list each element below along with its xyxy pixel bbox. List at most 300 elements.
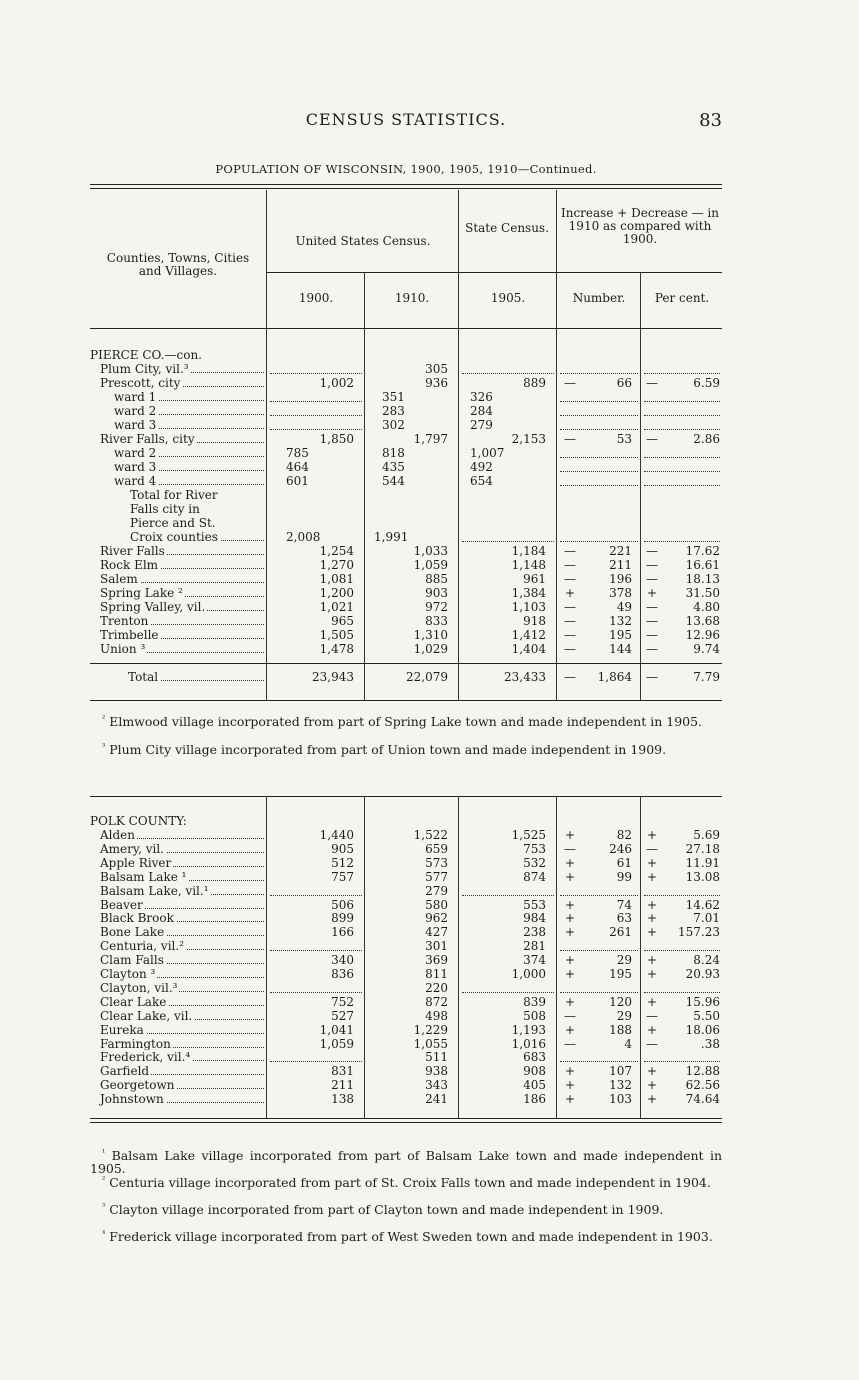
- value-1905: 532: [523, 855, 546, 870]
- dot-leader: [560, 530, 638, 542]
- percent-sign: +: [646, 953, 658, 968]
- footnote: [90, 740, 722, 756]
- footnote: [90, 1200, 722, 1216]
- value-1910: 351: [382, 390, 405, 404]
- value-1905: 1,007: [470, 446, 505, 460]
- dot-leader: [644, 460, 720, 472]
- dot-leader: [462, 884, 554, 896]
- table-row: [90, 925, 722, 939]
- number-sign: +: [564, 1064, 576, 1079]
- row-name: [90, 362, 266, 376]
- dot-leader: [644, 530, 720, 542]
- change-number: 29: [616, 953, 632, 968]
- change-percent: 5.69: [693, 828, 720, 842]
- row-name: [90, 981, 266, 995]
- number-sign: +: [564, 869, 576, 884]
- dot-leader: [270, 981, 362, 993]
- change-number: 61: [616, 855, 632, 870]
- percent-sign: +: [646, 1092, 658, 1107]
- value-1905: 405: [523, 1078, 546, 1093]
- dot-leader: [560, 390, 638, 402]
- value-1905: 281: [523, 939, 546, 954]
- value-1905: 889: [523, 376, 546, 390]
- row-name: [90, 628, 266, 642]
- footnote-mark: ¹: [102, 1148, 106, 1157]
- value-1900: 1,478: [319, 642, 354, 656]
- change-number: 99: [616, 869, 632, 884]
- percent-sign: +: [646, 967, 658, 981]
- change-number: 4: [624, 1036, 632, 1051]
- change-percent: 157.23: [678, 925, 720, 940]
- value-1910: 577: [425, 869, 448, 884]
- row-name: [90, 432, 266, 446]
- row-label: Balsam Lake, vil.¹: [100, 883, 209, 898]
- value-1910: 1,991: [374, 530, 409, 544]
- dot-leader: [560, 362, 638, 374]
- row-label: ward 2: [114, 446, 157, 460]
- number-sign: —: [564, 558, 576, 572]
- footnote-text: Elmwood village incorporated from part of Spring Lake town and made independent in 1905.: [109, 714, 703, 730]
- section-heading: POLK COUNTY:: [90, 814, 187, 828]
- value-1900: 1,200: [319, 586, 354, 600]
- row-name: [90, 404, 266, 418]
- value-1910: 1,797: [413, 432, 448, 446]
- polk-table: [90, 796, 722, 1126]
- table-row: [90, 911, 722, 925]
- value-1910: 544: [382, 474, 405, 488]
- table-row: [90, 856, 722, 870]
- table-row: [90, 642, 722, 656]
- row-name: [90, 600, 266, 614]
- value-1900: 785: [286, 446, 309, 460]
- value-1905: 492: [470, 460, 493, 474]
- row-label: Total: [128, 670, 159, 684]
- row-label: ward 3: [114, 418, 157, 432]
- value-1900: 1,041: [319, 1022, 354, 1037]
- table-row: [90, 474, 722, 488]
- footnote-text: Clayton village incorporated from part of Clayton town and made independent in 1909.: [109, 1202, 664, 1218]
- percent-sign: —: [646, 614, 658, 628]
- dot-leader: [560, 1050, 638, 1062]
- change-percent: 62.56: [685, 1078, 720, 1093]
- footnote-mark: ²: [102, 1175, 106, 1184]
- percent-sign: +: [646, 925, 658, 940]
- row-name: [90, 670, 266, 684]
- row-label: Frederick, vil.⁴: [100, 1050, 191, 1065]
- number-sign: +: [564, 911, 576, 926]
- table-row: [90, 572, 722, 586]
- percent-sign: +: [646, 994, 658, 1009]
- row-name: [90, 474, 266, 488]
- header-1910: 1910.: [394, 291, 430, 305]
- table-row: [90, 870, 722, 884]
- value-1900: 512: [331, 855, 354, 870]
- value-1900: 1,254: [319, 544, 354, 558]
- total-rf-line: [90, 530, 722, 544]
- change-percent: 13.68: [685, 614, 720, 628]
- number-sign: —: [564, 841, 576, 856]
- percent-sign: —: [646, 376, 658, 390]
- value-1905: 1,412: [511, 628, 546, 642]
- row-label: Amery, vil.: [100, 841, 164, 856]
- row-name: [90, 1050, 266, 1064]
- number-sign: +: [564, 586, 576, 600]
- footnote: [90, 1146, 722, 1175]
- pierce-table: [90, 190, 722, 702]
- value-1910: 1,033: [413, 544, 448, 558]
- number-sign: —: [564, 670, 576, 684]
- table-row: [90, 558, 722, 572]
- dot-leader: [560, 981, 638, 993]
- row-label: Beaver: [100, 897, 143, 912]
- value-1905: 186: [523, 1092, 546, 1107]
- percent-sign: —: [646, 1008, 658, 1023]
- number-sign: +: [564, 828, 576, 842]
- value-1910: 573: [425, 855, 448, 870]
- dot-leader: [270, 390, 362, 402]
- percent-sign: +: [646, 911, 658, 926]
- change-number: 120: [609, 994, 632, 1009]
- change-percent: 7.01: [693, 911, 720, 926]
- value-1905: 23,433: [504, 670, 546, 684]
- percent-sign: —: [646, 670, 658, 684]
- value-1905: 553: [523, 897, 546, 912]
- row-name: [90, 884, 266, 898]
- running-title: CENSUS STATISTICS.: [305, 110, 507, 129]
- value-1900: 836: [331, 967, 354, 981]
- change-number: 63: [616, 911, 632, 926]
- row-name: [90, 911, 266, 925]
- row-label: Spring Lake ²: [100, 586, 183, 600]
- row-label: Georgetown: [100, 1078, 175, 1093]
- change-number: 132: [609, 1078, 632, 1093]
- footnote: [90, 712, 722, 728]
- table-row: [90, 600, 722, 614]
- change-percent: 11.91: [685, 855, 720, 870]
- value-1910: 241: [425, 1092, 448, 1107]
- change-number: 196: [609, 572, 632, 586]
- value-1905: 1,193: [511, 1022, 546, 1037]
- table-row: [90, 586, 722, 600]
- value-1910: 220: [425, 980, 448, 995]
- total-rf-line: [90, 488, 722, 502]
- value-1910: 343: [425, 1078, 448, 1093]
- row-label: Johnstown: [100, 1092, 164, 1107]
- value-1910: 498: [425, 1008, 448, 1023]
- dot-leader: [462, 981, 554, 993]
- row-label: Total for River: [130, 488, 218, 502]
- row-name: [90, 925, 266, 939]
- number-sign: —: [564, 628, 576, 642]
- row-name: [90, 828, 266, 842]
- row-name: [90, 1023, 266, 1037]
- change-number: 195: [609, 967, 632, 981]
- row-label: Spring Valley, vil.: [100, 600, 206, 614]
- change-percent: 6.59: [693, 376, 720, 390]
- percent-sign: +: [646, 586, 658, 600]
- value-1900: 211: [331, 1078, 354, 1093]
- table-row: [90, 967, 722, 981]
- row-name: [90, 898, 266, 912]
- change-percent: 15.96: [685, 994, 720, 1009]
- value-1910: 283: [382, 404, 405, 418]
- row-name: [90, 1037, 266, 1051]
- row-label: Black Brook: [100, 911, 174, 926]
- table-row: [90, 628, 722, 642]
- row-label: Farmington: [100, 1036, 171, 1051]
- dot-leader: [644, 1050, 720, 1062]
- change-percent: 74.64: [685, 1092, 720, 1107]
- value-1910: 1,310: [413, 628, 448, 642]
- row-label: Centuria, vil.²: [100, 939, 184, 954]
- row-label: Eureka: [100, 1022, 144, 1037]
- change-percent: 7.79: [693, 670, 720, 684]
- change-percent: 8.24: [693, 953, 720, 968]
- value-1900: 905: [331, 841, 354, 856]
- row-label: Bone Lake: [100, 925, 165, 940]
- dot-leader: [270, 884, 362, 896]
- percent-sign: —: [646, 572, 658, 586]
- number-sign: +: [564, 1092, 576, 1107]
- table-row: [90, 614, 722, 628]
- row-name: [90, 967, 266, 981]
- value-1900: 1,002: [319, 376, 354, 390]
- row-label: ward 1: [114, 390, 157, 404]
- change-percent: 2.86: [693, 432, 720, 446]
- value-1910: 938: [425, 1064, 448, 1079]
- value-1900: 506: [331, 897, 354, 912]
- value-1905: 326: [470, 390, 493, 404]
- value-1900: 1,850: [319, 432, 354, 446]
- row-label: Balsam Lake ¹: [100, 869, 187, 884]
- dot-leader: [270, 1050, 362, 1062]
- percent-sign: —: [646, 432, 658, 446]
- header-counties: Counties, Towns, Cities and Villages.: [106, 251, 250, 278]
- value-1910: 1,029: [413, 642, 448, 656]
- number-sign: +: [564, 925, 576, 940]
- row-name: [90, 614, 266, 628]
- value-1905: 284: [470, 404, 493, 418]
- dot-leader: [462, 362, 554, 374]
- row-label: Falls city in: [130, 502, 200, 516]
- row-label: Clam Falls: [100, 953, 164, 968]
- change-number: 144: [609, 642, 632, 656]
- row-name: [90, 1064, 266, 1078]
- table-row: [90, 1009, 722, 1023]
- total-rf-line: [90, 502, 722, 516]
- number-sign: —: [564, 600, 576, 614]
- value-1905: 683: [523, 1050, 546, 1065]
- value-1910: 22,079: [406, 670, 448, 684]
- table-title: POPULATION OF WISCONSIN, 1900, 1905, 1910—Continued.: [215, 162, 597, 176]
- dot-leader: [560, 404, 638, 416]
- row-name: [90, 953, 266, 967]
- table-row: [90, 446, 722, 460]
- change-number: 82: [616, 828, 632, 842]
- table-row: [90, 460, 722, 474]
- row-name: [90, 516, 266, 530]
- footnote-mark: ²: [102, 714, 106, 723]
- value-1910: 1,522: [413, 828, 448, 842]
- header-percent: Per cent.: [654, 291, 710, 305]
- page-number: 83: [699, 110, 722, 131]
- table-row: [90, 376, 722, 390]
- table-row: [90, 1037, 722, 1051]
- dot-leader: [270, 404, 362, 416]
- row-name: [90, 856, 266, 870]
- total-rf-line: [90, 516, 722, 530]
- running-head: [90, 110, 722, 134]
- value-1910: 659: [425, 841, 448, 856]
- dot-leader: [644, 981, 720, 993]
- row-label: Clear Lake, vil.: [100, 1008, 193, 1023]
- table-row: [90, 828, 722, 842]
- row-label: Garfield: [100, 1064, 150, 1079]
- value-1900: 1,440: [319, 828, 354, 842]
- number-sign: +: [564, 967, 576, 981]
- dot-leader: [270, 362, 362, 374]
- value-1900: 340: [331, 953, 354, 968]
- value-1900: 965: [331, 614, 354, 628]
- dot-leader: [644, 390, 720, 402]
- row-name: [90, 502, 266, 516]
- change-percent: 18.06: [685, 1022, 720, 1037]
- footnote-mark: ⁴: [102, 1229, 106, 1238]
- value-1905: 984: [523, 911, 546, 926]
- number-sign: +: [564, 897, 576, 912]
- value-1905: 839: [523, 994, 546, 1009]
- percent-sign: —: [646, 600, 658, 614]
- value-1910: 972: [425, 600, 448, 614]
- dot-leader: [644, 474, 720, 486]
- value-1910: 903: [425, 586, 448, 600]
- change-number: 107: [609, 1064, 632, 1079]
- number-sign: —: [564, 572, 576, 586]
- footnote-text: Frederick village incorporated from part of West Sweden town and made independent in 1903.: [109, 1229, 713, 1245]
- row-name: [90, 530, 266, 544]
- table-row: [90, 953, 722, 967]
- row-label: ward 4: [114, 474, 157, 488]
- row-name: [90, 1078, 266, 1092]
- value-1910: 818: [382, 446, 405, 460]
- percent-sign: —: [646, 841, 658, 856]
- table-row: [90, 995, 722, 1009]
- percent-sign: —: [646, 628, 658, 642]
- row-name: [90, 446, 266, 460]
- value-1900: 1,021: [319, 600, 354, 614]
- change-number: 221: [609, 544, 632, 558]
- value-1910: 872: [425, 994, 448, 1009]
- change-number: 74: [616, 897, 632, 912]
- dot-leader: [644, 884, 720, 896]
- change-percent: 18.13: [685, 572, 720, 586]
- change-percent: 13.08: [685, 869, 720, 884]
- value-1910: 305: [425, 362, 448, 376]
- table-row: [90, 1092, 722, 1106]
- dot-leader: [560, 446, 638, 458]
- value-1910: 1,055: [413, 1036, 448, 1051]
- dot-leader: [462, 530, 554, 542]
- change-percent: .38: [700, 1036, 720, 1051]
- table-row: [90, 1078, 722, 1092]
- dot-leader: [270, 939, 362, 951]
- table-row: [90, 884, 722, 898]
- change-percent: 27.18: [685, 841, 720, 856]
- value-1900: 2,008: [286, 530, 321, 544]
- value-1910: 427: [425, 925, 448, 940]
- value-1900: 1,059: [319, 1036, 354, 1051]
- number-sign: +: [564, 953, 576, 968]
- percent-sign: —: [646, 544, 658, 558]
- row-name: [90, 572, 266, 586]
- footnote-text: Centuria village incorporated from part of St. Croix Falls town and made independent in 1904.: [109, 1175, 711, 1191]
- row-label: Alden: [100, 828, 136, 842]
- percent-sign: +: [646, 897, 658, 912]
- value-1905: 918: [523, 614, 546, 628]
- value-1900: 138: [331, 1092, 354, 1107]
- change-percent: 20.93: [685, 967, 720, 981]
- footnote-text: Balsam Lake village incorporated from part of Balsam Lake town and made independent in 1905.: [90, 1148, 722, 1177]
- change-number: 188: [609, 1022, 632, 1037]
- row-label: Plum City, vil.³: [100, 362, 189, 376]
- value-1905: 279: [470, 418, 493, 432]
- value-1910: 833: [425, 614, 448, 628]
- value-1900: 464: [286, 460, 309, 474]
- section-heading: PIERCE CO.—con.: [90, 348, 202, 362]
- percent-sign: —: [646, 1036, 658, 1051]
- value-1905: 374: [523, 953, 546, 968]
- dot-leader: [560, 939, 638, 951]
- change-number: 1,864: [597, 670, 632, 684]
- percent-sign: —: [646, 558, 658, 572]
- value-1905: 2,153: [511, 432, 546, 446]
- value-1905: 1,184: [511, 544, 546, 558]
- number-sign: —: [564, 614, 576, 628]
- change-number: 53: [616, 432, 632, 446]
- table-row: [90, 898, 722, 912]
- change-number: 378: [609, 586, 632, 600]
- value-1905: 1,148: [511, 558, 546, 572]
- row-label: River Falls, city: [100, 432, 195, 446]
- percent-sign: —: [646, 642, 658, 656]
- change-percent: 14.62: [685, 897, 720, 912]
- row-label: River Falls: [100, 544, 165, 558]
- percent-sign: +: [646, 869, 658, 884]
- row-name: [90, 939, 266, 953]
- number-sign: +: [564, 855, 576, 870]
- row-label: ward 2: [114, 404, 157, 418]
- dot-leader: [270, 418, 362, 430]
- row-label: Rock Elm: [100, 558, 159, 572]
- table-row: [90, 362, 722, 376]
- dot-leader: [644, 446, 720, 458]
- table-row: [90, 939, 722, 953]
- dot-leader: [644, 362, 720, 374]
- top-rule: [90, 184, 722, 185]
- dot-leader: [560, 460, 638, 472]
- value-1905: 908: [523, 1064, 546, 1079]
- value-1905: 1,103: [511, 600, 546, 614]
- table-row: [90, 432, 722, 446]
- change-percent: 17.62: [685, 544, 720, 558]
- dot-leader: [560, 418, 638, 430]
- change-percent: 16.61: [685, 558, 720, 572]
- value-1910: 511: [425, 1050, 448, 1065]
- number-sign: —: [564, 432, 576, 446]
- value-1910: 301: [425, 939, 448, 954]
- change-percent: 5.50: [693, 1008, 720, 1023]
- change-percent: 9.74: [693, 642, 720, 656]
